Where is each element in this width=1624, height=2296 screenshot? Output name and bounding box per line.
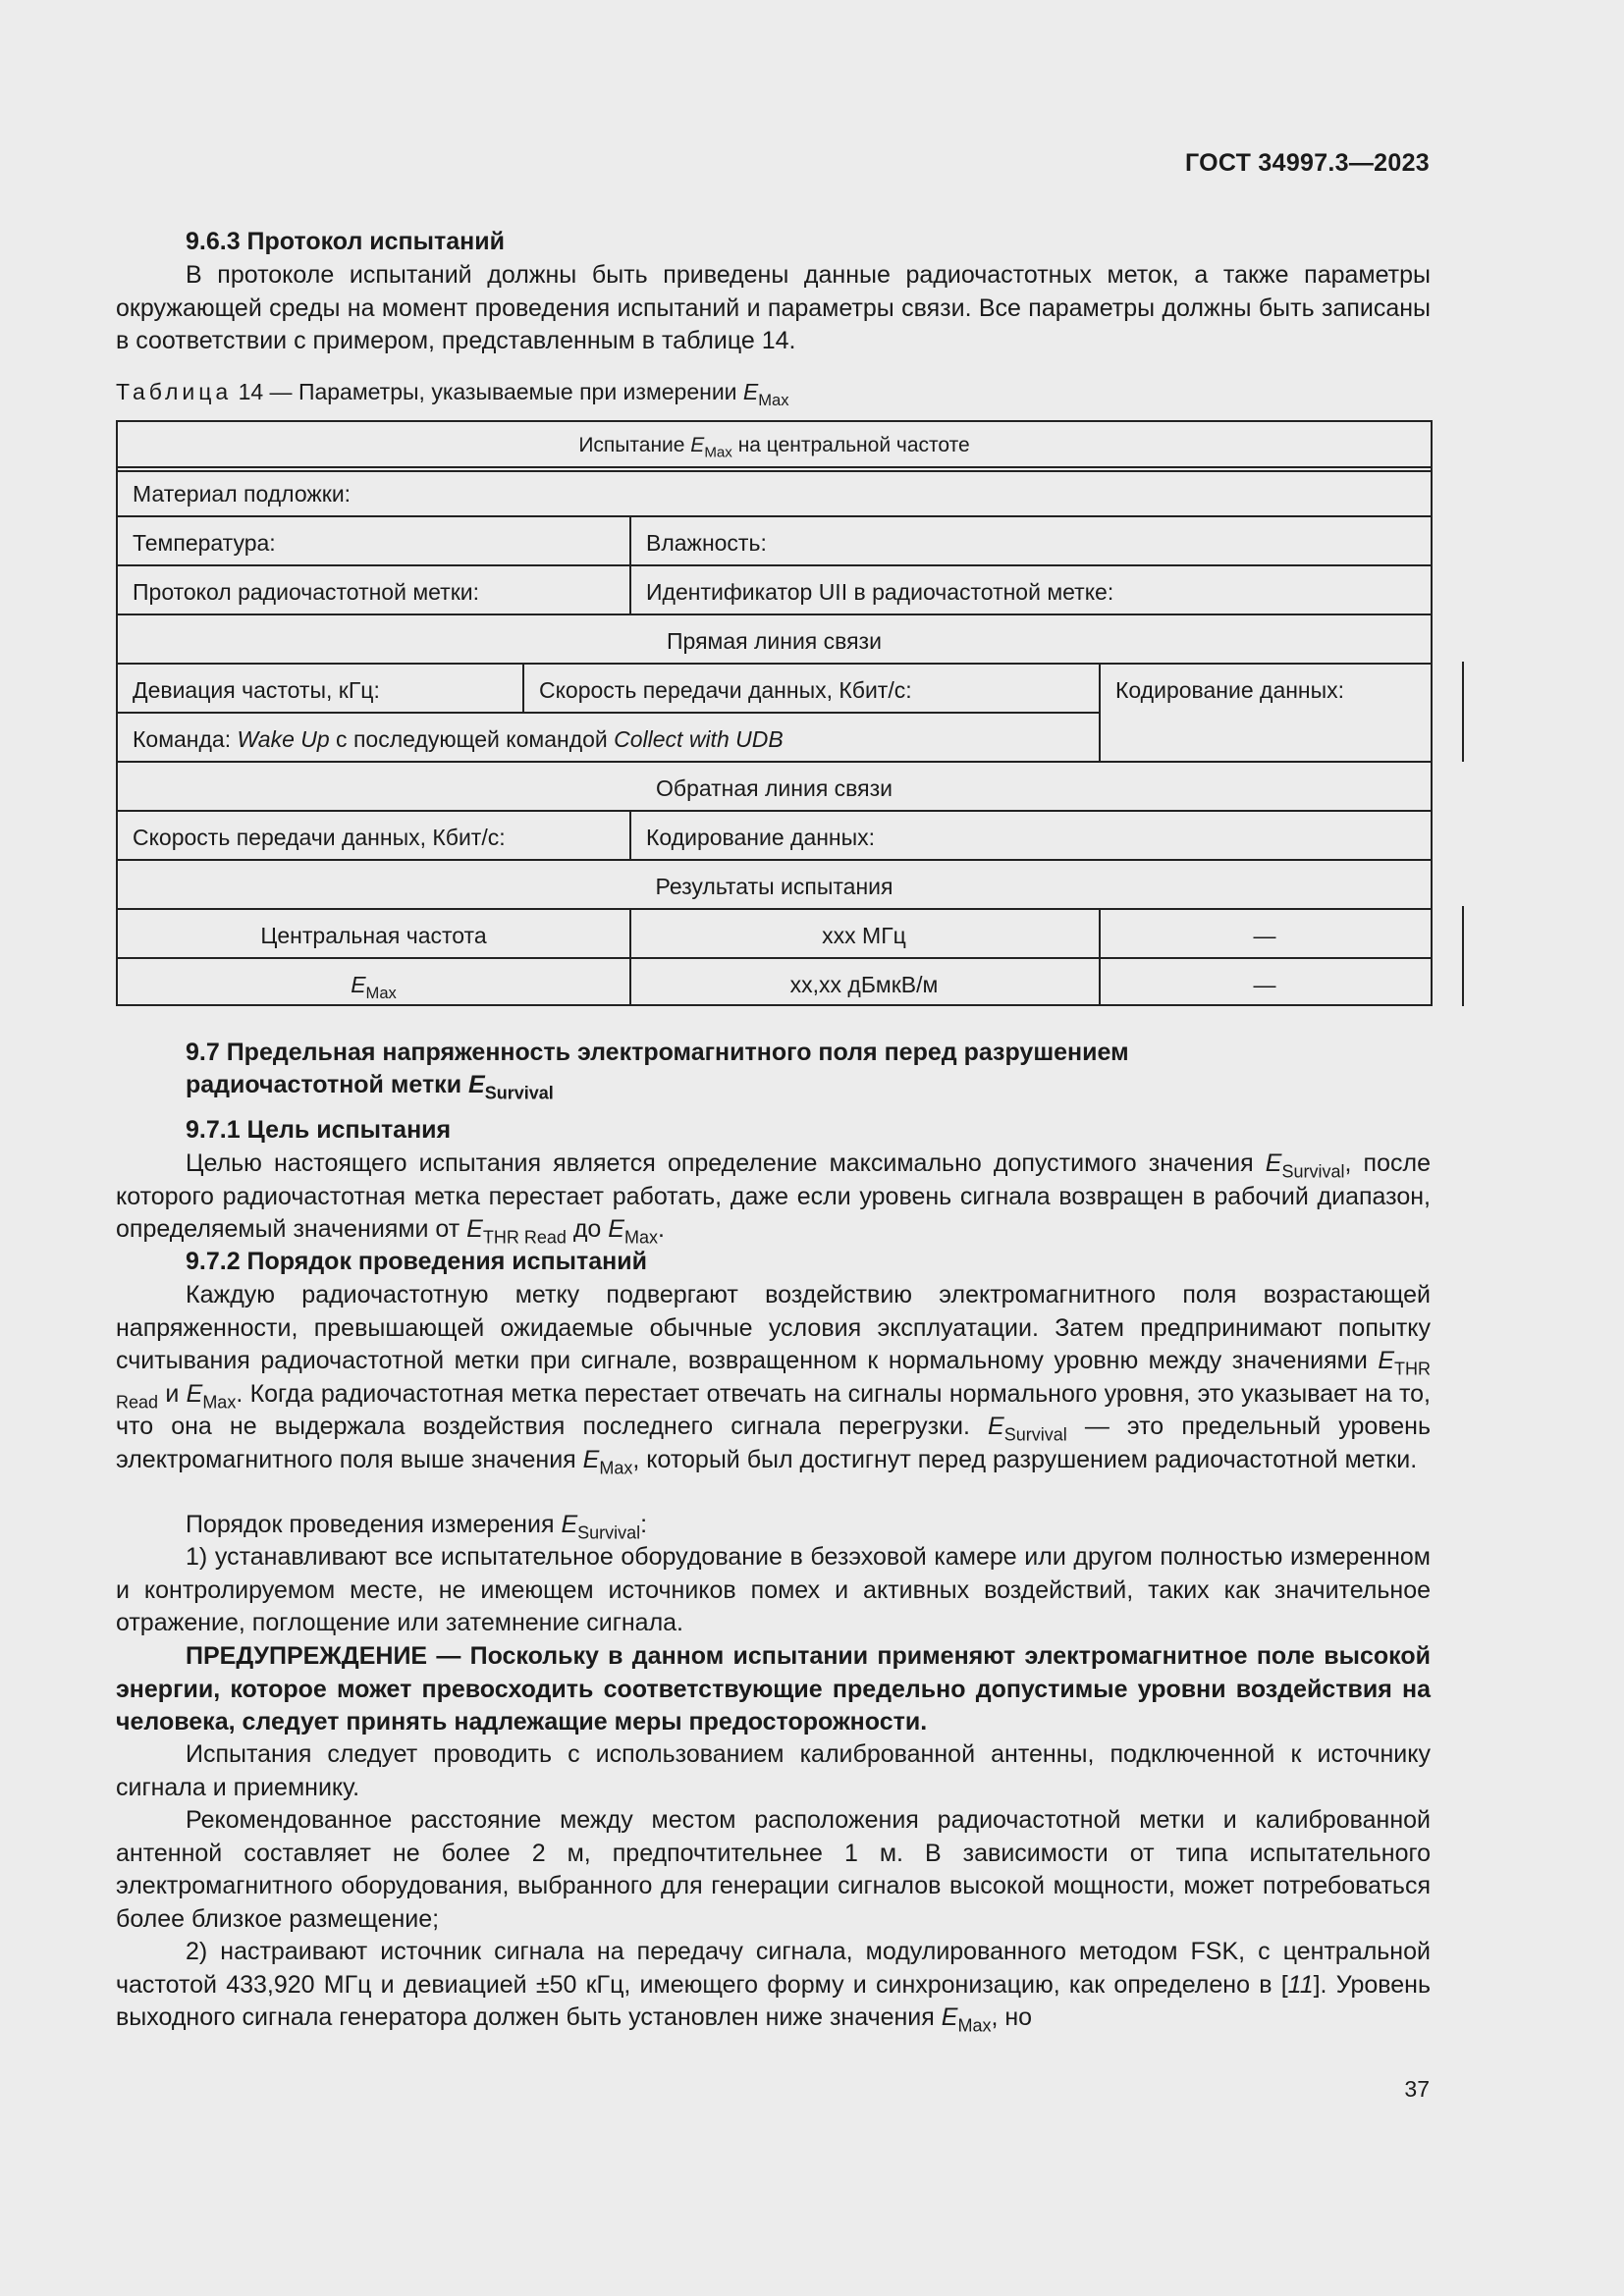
section-heading-963: 9.6.3 Протокол испытаний [186, 228, 505, 255]
cell-dash-1: — [1253, 923, 1276, 948]
cell-tag-protocol: Протокол радиочастотной метки: [133, 579, 480, 605]
cell-return-data-coding: Кодирование данных: [646, 825, 876, 850]
page-number: 37 [1404, 2076, 1430, 2102]
cell-substrate: Материал подложки: [133, 481, 352, 507]
cell-data-rate: Скорость передачи данных, Кбит/с: [539, 677, 912, 703]
cell-data-coding: Кодирование данных: [1115, 677, 1345, 703]
paragraph-order: Порядок проведения измерения $E_{Survival}$: [186, 1511, 648, 1543]
cell-command: Команда: Wake Up с последующей командой Collect with UDB [133, 726, 784, 752]
cell-frequency-value: xxx МГц [822, 923, 906, 948]
paragraph-antenna: Испытания следует проводить с использованием калиброванной антенны, подключенной к источнику сигнала и приемнику. [116, 1740, 1431, 1801]
step-1: 1) устанавливают все испытательное оборудование в безэховой камере или другом полностью измеренном и контролируемом месте, не имеющем источников помех и активных воздействий, таких как значительное отражение, поглощение или затемнение сигнала. [116, 1543, 1431, 1636]
table-head: Испытание $E_{Max}$ на центральной частоте [578, 434, 970, 461]
cell-return-data-rate: Скорость передачи данных, Кбит/с: [133, 825, 506, 850]
paragraph-distance: Рекомендованное расстояние между местом расположения радиочастотной метки и калиброванной антенной составляет не более 2 м, предпочтительнее 1 м. В зависимости от типа испытательного электромагнитного оборудования, выбранного для генерации сигналов высокой мощности, может потребоваться более близкое размещение; [116, 1806, 1431, 1933]
section-heading-972: 9.7.2 Порядок проведения испытаний [186, 1248, 647, 1275]
paragraph-971: Целью настоящего испытания является определение максимально допустимого значения $E_{Survival}$, после которого радиочастотная метка перестает работать, даже если уровень сигнала возвращен в рабочий диапазон, определяемый значениями от $E_{THR Read}$ до $E_{Max}$. [116, 1149, 1431, 1248]
section-heading-97: 9.7 Предельная напряженность электромагнитного поля перед разрушением радиочастотной метки $E_{Survival}$ [186, 1039, 1129, 1103]
cell-dash-2: — [1253, 972, 1276, 997]
paragraph-963: В протоколе испытаний должны быть приведены данные радиочастотных меток, а также параметры окружающей среды на момент проведения испытаний и параметры связи. Все параметры должны быть записаны в соответствии с примером, представленным в таблице 14. [116, 261, 1431, 354]
cell-forward-link: Прямая линия связи [667, 628, 882, 654]
cell-temperature: Температура: [133, 530, 276, 556]
parameters-table [116, 420, 1433, 1006]
cell-emax-label: $E_{Max}$ [351, 972, 397, 1002]
cell-center-frequency: Центральная частота [260, 923, 487, 948]
cell-emax-value: xx,xx дБмкВ/м [789, 972, 939, 997]
step-2: 2) настраивают источник сигнала на передачу сигнала, модулированного методом FSK, с центральной частотой 433,920 МГц и девиацией ±50 кГц, имеющего форму и синхронизацию, как определено в [11]. Уровень выходного сигнала генератора должен быть установлен ниже значения $E_{Max}$, но [116, 1938, 1431, 2036]
warning-paragraph: ПРЕДУПРЕЖДЕНИЕ — Поскольку в данном испытании применяют электромагнитное поле высокой энергии, которое может превосходить соответствующие предельно допустимые уровни воздействия на человека, следует принять надлежащие меры предосторожности. [116, 1642, 1431, 1735]
cell-humidity: Влажность: [646, 530, 767, 556]
cell-return-link: Обратная линия связи [656, 775, 893, 801]
section-heading-971: 9.7.1 Цель испытания [186, 1116, 452, 1144]
paragraph-972-description: Каждую радиочастотную метку подвергают воздействию электромагнитного поля возрастающей напряженности, превышающей ожидаемые обычные условия эксплуатации. Затем предпринимают попытку считывания радиочастотной метки при сигнале, возвращенном к нормальному уровню между значениями $E_{THR Read}$ и $E_{Max}$. Когда радиочастотная метка перестает отвечать на сигналы нормального уровня, это указывает на то, что она не выдержала воздействия последнего сигнала перегрузки. $E_{Survival}$ — это предельный уровень электромагнитного поля выше значения $E_{Max}$, который был достигнут перед разрушением радиочастотной метки. [116, 1281, 1431, 1477]
document-code: ГОСТ 34997.3—2023 [1184, 149, 1430, 177]
change-bar [1462, 906, 1464, 1006]
change-bar [1462, 662, 1464, 762]
cell-freq-deviation: Девиация частоты, кГц: [133, 677, 380, 703]
table-caption: Таблица 14 — Параметры, указываемые при измерении $E_{Max}$ [116, 379, 789, 409]
cell-results: Результаты испытания [655, 874, 893, 899]
cell-uii: Идентификатор UII в радиочастотной метке: [646, 579, 1114, 605]
